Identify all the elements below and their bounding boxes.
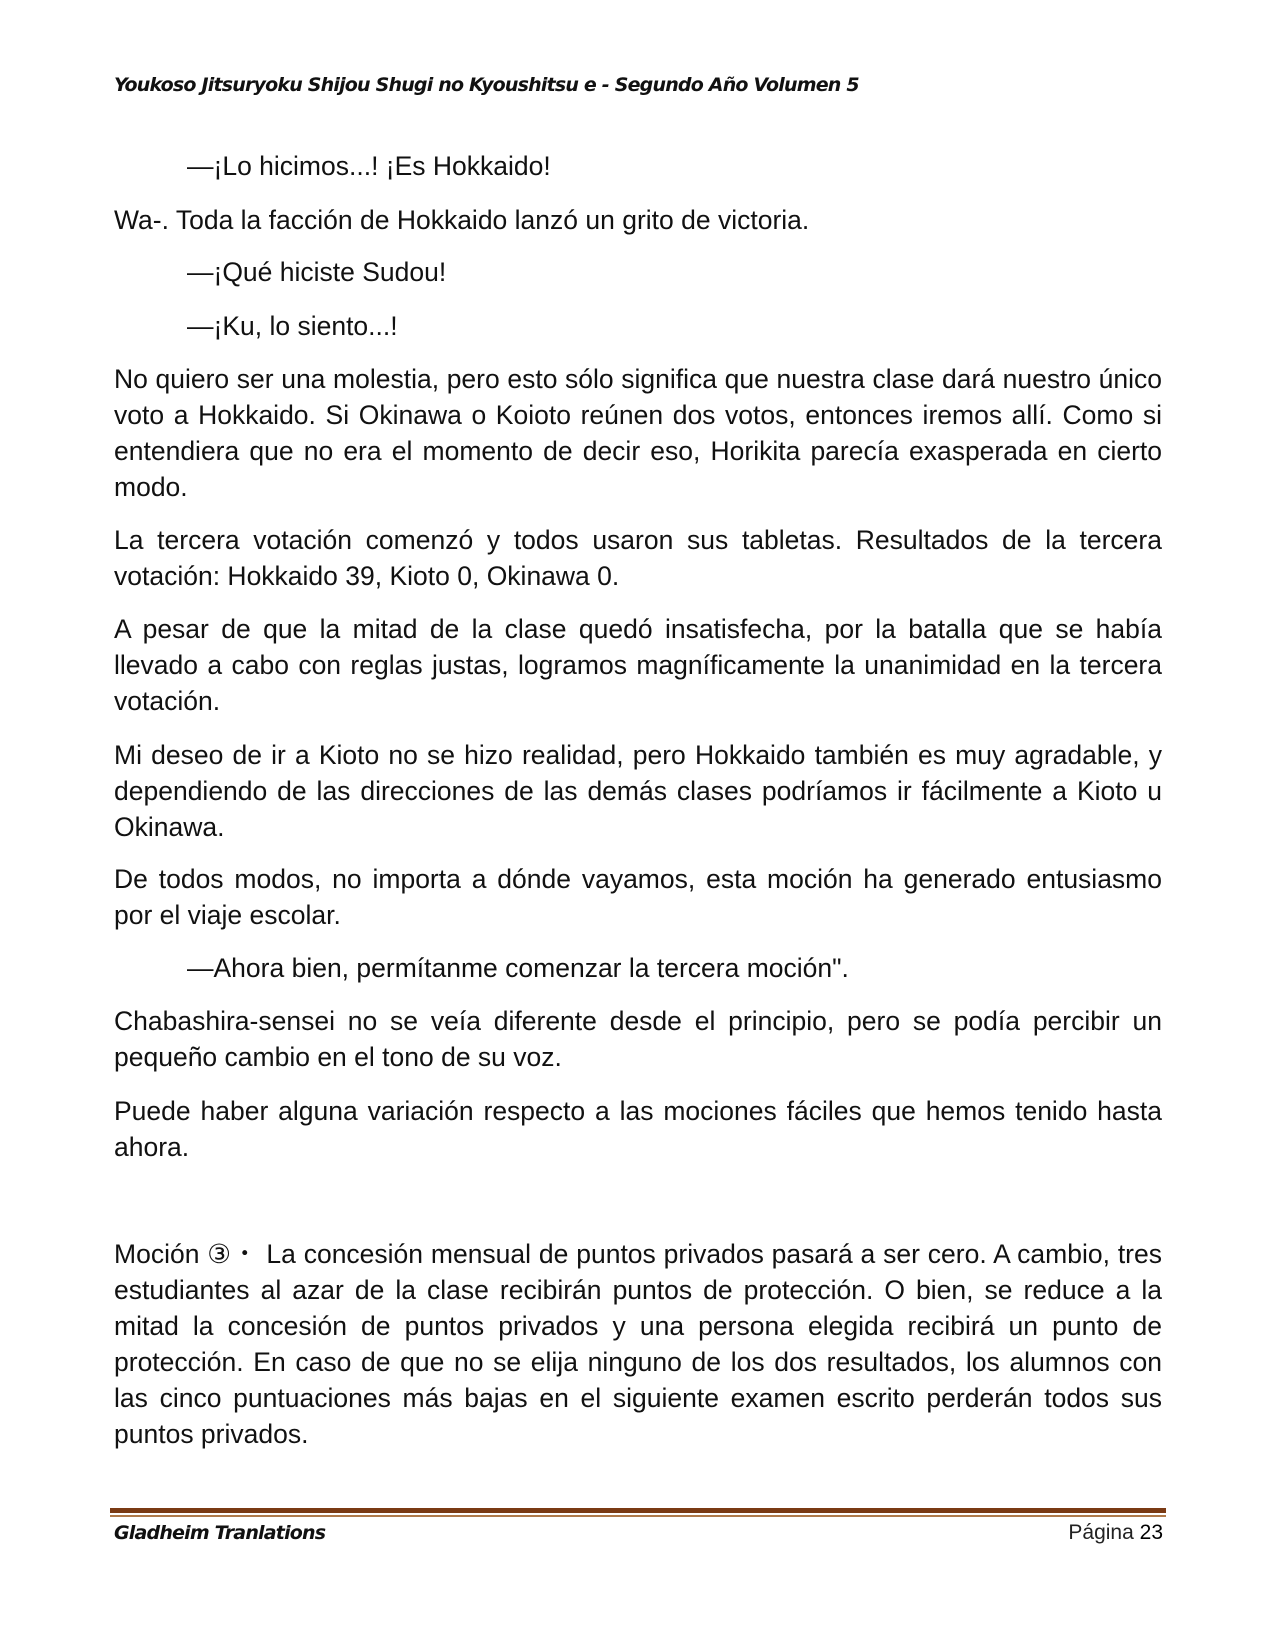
paragraph: Chabashira-sensei no se veía diferente desde el principio, pero se podía percibir un pequeño cambio en el tono de su voz. — [114, 1006, 1162, 1072]
motion-paragraph: Moción ③・ La concesión mensual de puntos privados pasará a ser cero. A cambio, tres estudiantes al azar de la clase recibirán puntos de protección. O bien, se reduce a la mitad la concesión de puntos privados y una persona elegida recibirá un punto de protección. En caso de que no se elija ninguno de los dos resultados, los alumnos con las cinco puntuaciones más bajas en el siguiente examen escrito perderán todos sus puntos privados. — [114, 1239, 1162, 1449]
publisher-name: Gladheim Tranlations — [114, 1522, 326, 1544]
paragraph: No quiero ser una molestia, pero esto sólo significa que nuestra clase dará nuestro único voto a Hokkaido. Si Okinawa o Koioto reúnen dos votos, entonces iremos allí. Como si entendiera que no era el momento de decir eso, Horikita parecía exasperada en cierto modo. — [114, 364, 1162, 502]
page-number-value: 23 — [1139, 1521, 1163, 1544]
paragraph: Wa-. Toda la facción de Hokkaido lanzó un grito de victoria. — [114, 205, 810, 235]
footer-rule-thin — [110, 1515, 1166, 1517]
dialogue-line: —Ahora bien, permítanme comenzar la tercera moción". — [187, 953, 849, 983]
paragraph: Mi deseo de ir a Kioto no se hizo realidad, pero Hokkaido también es muy agradable, y dependiendo de las direcciones de las demás clases podríamos ir fácilmente a Kioto u Okinawa. — [114, 740, 1162, 842]
dialogue-line: —¡Qué hiciste Sudou! — [187, 257, 447, 287]
paragraph: A pesar de que la mitad de la clase quedó insatisfecha, por la batalla que se había llevado a cabo con reglas justas, logramos magníficamente la unanimidad en la tercera votación. — [114, 614, 1162, 716]
paragraph: Puede haber alguna variación respecto a las mociones fáciles que hemos tenido hasta ahora. — [114, 1096, 1162, 1162]
footer-rule — [110, 1508, 1166, 1513]
running-header: Youkoso Jitsuryoku Shijou Shugi no Kyoushitsu e - Segundo Año Volumen 5 — [114, 74, 859, 96]
dialogue-line: —¡Ku, lo siento...! — [187, 311, 398, 341]
paragraph: De todos modos, no importa a dónde vayamos, esta moción ha generado entusiasmo por el viaje escolar. — [114, 864, 1162, 930]
dialogue-line: —¡Lo hicimos...! ¡Es Hokkaido! — [187, 151, 551, 181]
page-number — [1068, 1521, 1163, 1545]
page-label: Página — [1068, 1521, 1134, 1544]
paragraph: La tercera votación comenzó y todos usaron sus tabletas. Resultados de la tercera votación: Hokkaido 39, Kioto 0, Okinawa 0. — [114, 525, 1162, 591]
